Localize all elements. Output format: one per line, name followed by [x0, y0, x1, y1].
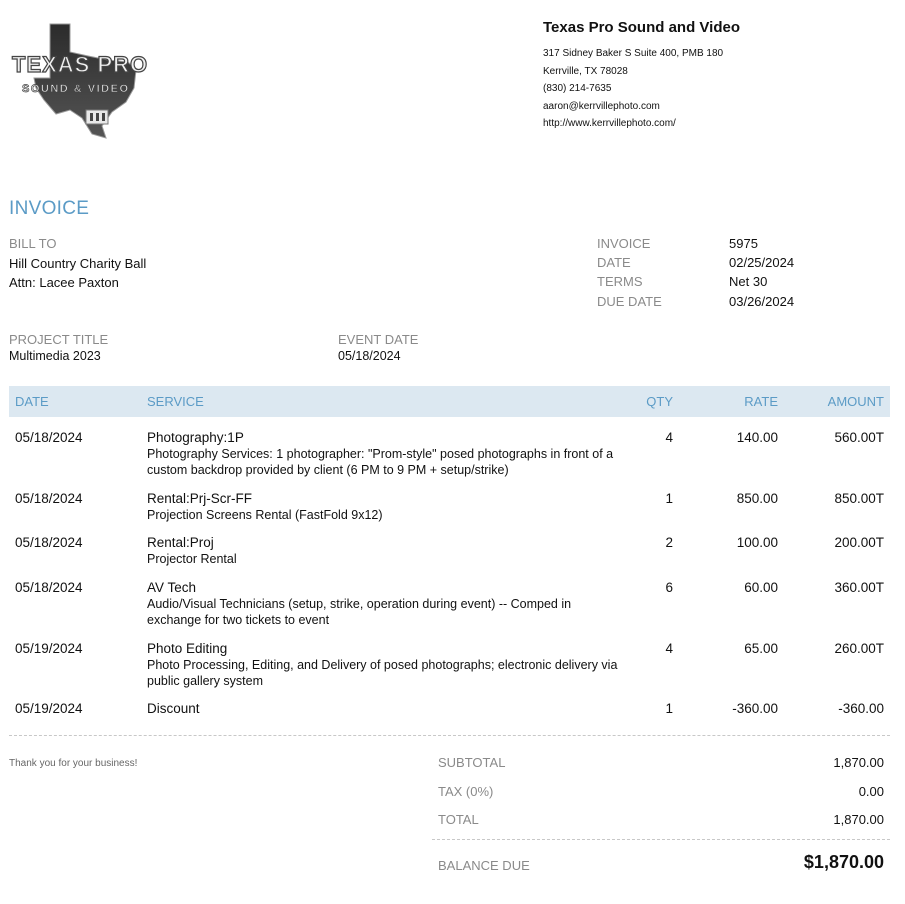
row-service-name: AV Tech [147, 580, 197, 595]
row-service-name: Rental:Prj-Scr-FF [147, 491, 253, 506]
invoice-title: INVOICE [9, 198, 90, 219]
row-date: 05/19/2024 [15, 641, 83, 656]
company-website[interactable]: http://www.kerrvillephoto.com/ [543, 118, 676, 129]
event-date-label: EVENT DATE [338, 332, 419, 347]
row-rate: -360.00 [732, 701, 778, 716]
total-value: 1,870.00 [833, 812, 884, 827]
row-service-desc: Photography Services: 1 photographer: "Prom-style" posed photographs in front of a custom backdrop provided by client (6 PM to 9 PM + setup/strike) [147, 447, 614, 477]
company-email[interactable]: aaron@kerrvillephoto.com [543, 100, 660, 112]
balance-due-label: BALANCE DUE [438, 858, 530, 873]
row-service-name: Discount [147, 701, 200, 716]
row-rate: 65.00 [744, 641, 778, 656]
row-amount: 850.00T [834, 491, 884, 506]
row-qty: 6 [665, 580, 673, 595]
due-date-label: DUE DATE [597, 293, 662, 309]
row-date: 05/18/2024 [15, 535, 83, 550]
table-header [9, 386, 890, 417]
totals-divider [432, 839, 890, 840]
company-address-1: 317 Sidney Baker S Suite 400, PMB 180 [543, 48, 724, 59]
row-amount: 260.00T [834, 641, 884, 656]
bill-to-attn: Attn: Lacee Paxton [9, 275, 119, 290]
header-qty: QTY [646, 394, 673, 409]
header-amount: AMOUNT [827, 394, 884, 409]
subtotal-label: SUBTOTAL [438, 755, 506, 770]
row-service-name: Rental:Proj [147, 535, 214, 550]
header-date: DATE [15, 394, 49, 409]
row-rate: 100.00 [736, 535, 778, 550]
row-date: 05/18/2024 [15, 580, 83, 595]
row-date: 05/18/2024 [15, 491, 83, 506]
row-qty: 4 [665, 430, 673, 445]
thank-you-note: Thank you for your business! [9, 758, 138, 769]
row-service-desc: Audio/Visual Technicians (setup, strike, operation during event) -- Comped in exchange for two tickets to event [147, 597, 572, 627]
row-qty: 2 [665, 535, 673, 550]
invoice-number-value: 5975 [729, 236, 758, 251]
row-amount: 200.00T [834, 535, 884, 550]
header-rate: RATE [744, 394, 778, 409]
table-divider [9, 735, 890, 736]
row-amount: -360.00 [838, 701, 884, 716]
row-service-name: Photo Editing [147, 641, 228, 656]
row-service-name: Photography:1P [147, 430, 244, 445]
bill-to-label: BILL TO [9, 236, 57, 251]
invoice-meta [597, 234, 794, 311]
company-address-2: Kerrville, TX 78028 [543, 65, 628, 77]
company-logo [8, 22, 158, 140]
event-block [338, 332, 418, 364]
tax-value: 0.00 [858, 784, 884, 799]
total-label: TOTAL [438, 812, 479, 827]
row-qty: 1 [665, 491, 673, 506]
row-service-desc: Photo Processing, Editing, and Delivery of posed photographs; electronic delivery via public gallery system [147, 658, 618, 688]
event-date-value: 05/18/2024 [338, 349, 401, 363]
row-rate: 60.00 [744, 580, 778, 595]
project-title-label: PROJECT TITLE [9, 332, 109, 347]
logo-title: TEXAS PRO [12, 52, 149, 77]
texas-logo-icon [8, 22, 158, 140]
row-qty: 4 [665, 641, 673, 656]
row-rate: 140.00 [736, 430, 778, 445]
company-phone: (830) 214-7635 [543, 83, 612, 94]
row-service-desc: Projector Rental [147, 552, 237, 566]
line-items-table [9, 386, 890, 716]
row-date: 05/18/2024 [15, 430, 83, 445]
invoice-date-label: DATE [597, 255, 631, 271]
terms-value: Net 30 [729, 274, 768, 290]
header-service: SERVICE [147, 394, 204, 409]
invoice-number-label: INVOICE [597, 236, 651, 251]
subtotal-value: 1,870.00 [833, 755, 884, 770]
row-rate: 850.00 [736, 491, 778, 506]
bill-to-name: Hill Country Charity Ball [9, 255, 147, 271]
company-info [543, 19, 740, 133]
project-title-value: Multimedia 2023 [9, 349, 101, 363]
row-amount: 360.00T [834, 580, 884, 595]
project-block [9, 332, 108, 364]
row-date: 05/19/2024 [15, 701, 83, 716]
company-name: Texas Pro Sound and Video [543, 19, 740, 36]
row-amount: 560.00T [834, 430, 884, 445]
logo-subtitle: SOUND & VIDEO [22, 83, 130, 95]
due-date-value: 03/26/2024 [729, 293, 795, 309]
balance-due-value: $1,870.00 [803, 852, 884, 872]
tax-label: TAX (0%) [438, 784, 494, 799]
terms-label: TERMS [597, 274, 643, 290]
row-service-desc: Projection Screens Rental (FastFold 9x12) [147, 508, 383, 522]
row-qty: 1 [665, 701, 673, 716]
bill-to-block [9, 234, 146, 293]
invoice-date-value: 02/25/2024 [729, 255, 795, 271]
